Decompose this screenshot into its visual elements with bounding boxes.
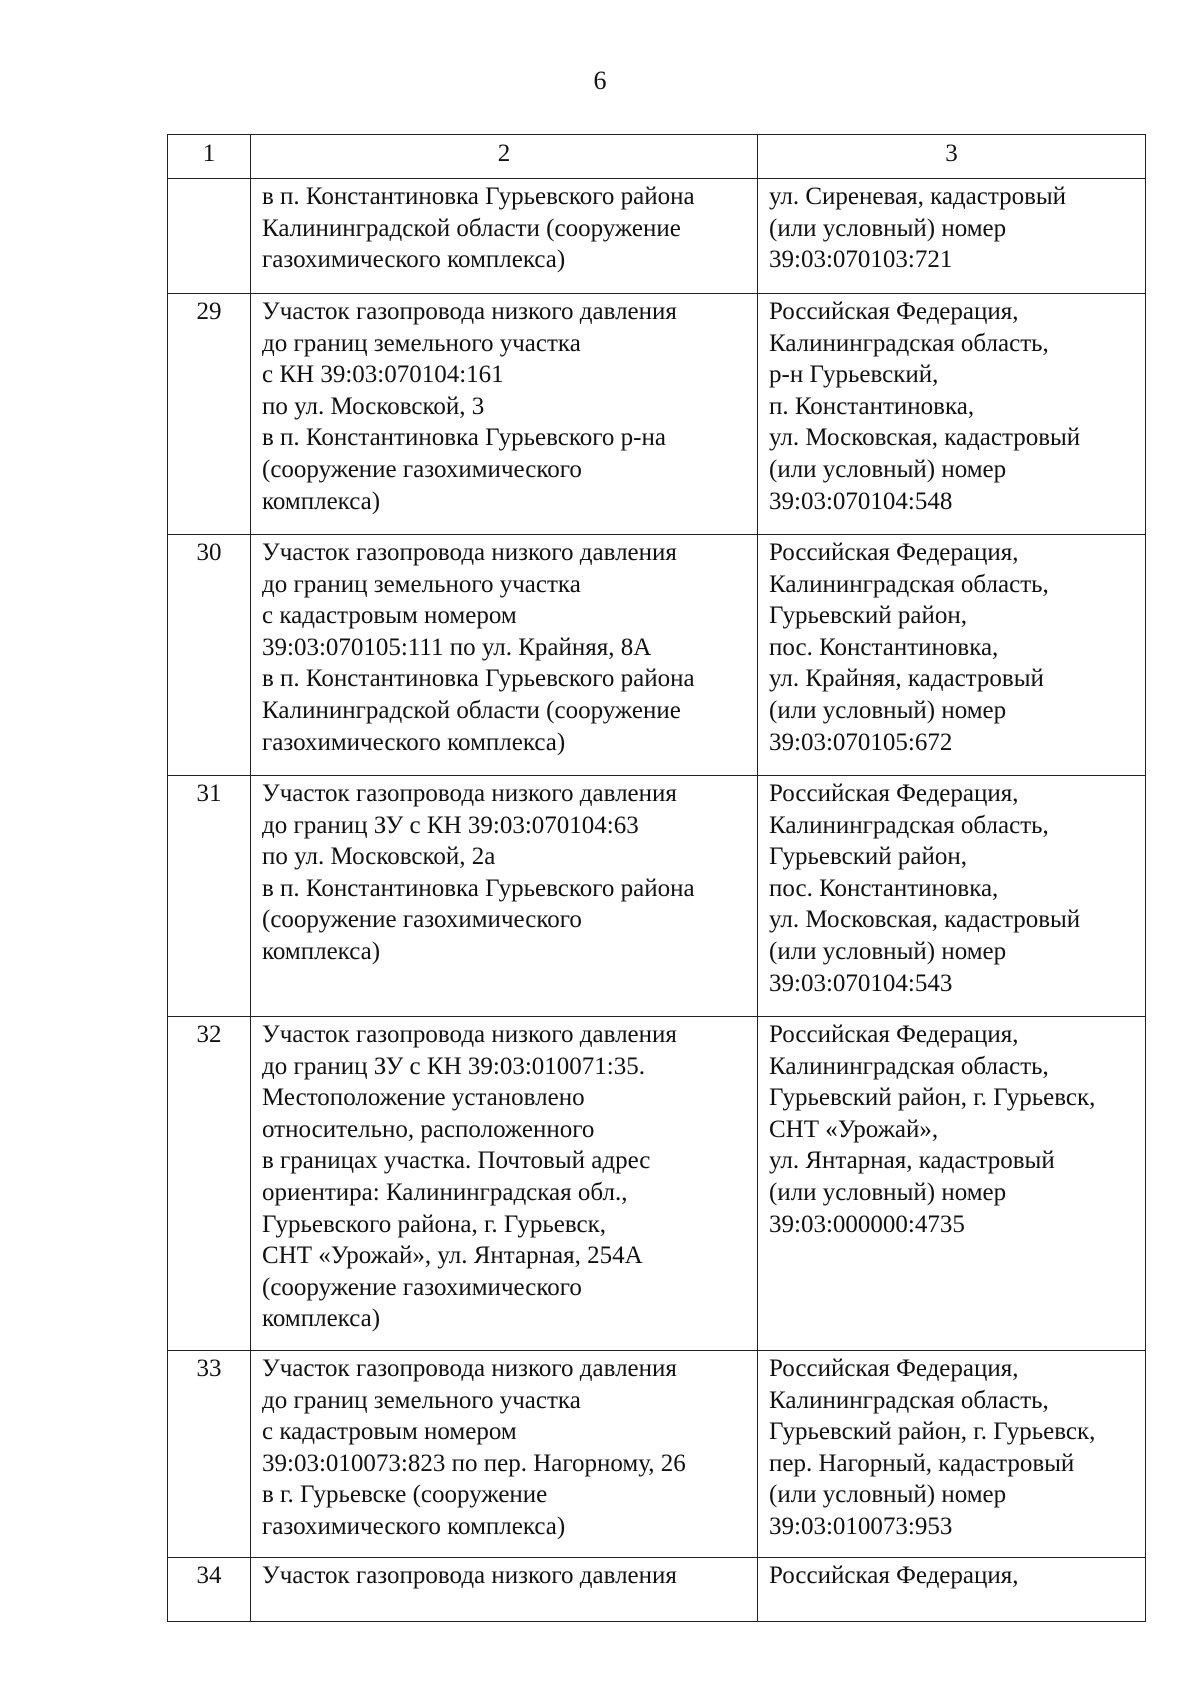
table-row <box>168 179 1146 294</box>
object-description: Участок газопровода низкого давления <box>251 1558 758 1622</box>
row-number: 34 <box>168 1558 251 1622</box>
page-number: 6 <box>593 66 607 95</box>
object-address: Российская Федерация, Калининградская область, Гурьевский район, г. Гурьевск, пер. Нагорный, кадастровый (или условный) номер 39:03:010073:953 <box>758 1351 1146 1558</box>
column-header-address: 3 <box>758 135 1146 179</box>
table-row <box>168 294 1146 535</box>
row-number: 33 <box>168 1351 251 1558</box>
column-header-number: 1 <box>168 135 251 179</box>
table-row <box>168 1017 1146 1351</box>
table-row <box>168 776 1146 1017</box>
object-address: Российская Федерация, Калининградская область, Гурьевский район, пос. Константиновка, ул. Крайняя, кадастровый (или условный) номер 39:03:070105:672 <box>758 535 1146 776</box>
row-number: 31 <box>168 776 251 1017</box>
table-row <box>168 1558 1146 1622</box>
object-address: Российская Федерация, Калининградская область, р-н Гурьевский, п. Константиновка, ул. Московская, кадастровый (или условный) номер 39:03:070104:548 <box>758 294 1146 535</box>
object-description: в п. Константиновка Гурьевского района Калининградской области (сооружение газохимического комплекса) <box>251 179 758 294</box>
row-number: 32 <box>168 1017 251 1351</box>
object-description: Участок газопровода низкого давления до границ земельного участка с кадастровым номером 39:03:070105:111 по ул. Крайняя, 8А в п. Константиновка Гурьевского района Калининградской области (сооружение газохимического комплекса) <box>251 535 758 776</box>
object-description: Участок газопровода низкого давления до границ земельного участка с КН 39:03:070104:161 по ул. Московской, 3 в п. Константиновка Гурьевского р-на (сооружение газохимического комплекса) <box>251 294 758 535</box>
column-header-description: 2 <box>251 135 758 179</box>
table-header-row <box>168 135 1146 179</box>
object-address: Российская Федерация, Калининградская область, Гурьевский район, г. Гурьевск, СНТ «Урожай», ул. Янтарная, кадастровый (или условный) номер 39:03:000000:4735 <box>758 1017 1146 1351</box>
object-description: Участок газопровода низкого давления до границ земельного участка с кадастровым номером 39:03:010073:823 по пер. Нагорному, 26 в г. Гурьевске (сооружение газохимического комплекса) <box>251 1351 758 1558</box>
row-number <box>168 179 251 294</box>
row-number: 29 <box>168 294 251 535</box>
table-row <box>168 1351 1146 1558</box>
object-address: Российская Федерация, Калининградская область, Гурьевский район, пос. Константиновка, ул. Московская, кадастровый (или условный) номер 39:03:070104:543 <box>758 776 1146 1017</box>
object-description: Участок газопровода низкого давления до границ ЗУ с КН 39:03:070104:63 по ул. Московской, 2а в п. Константиновка Гурьевского района (сооружение газохимического комплекса) <box>251 776 758 1017</box>
object-address: ул. Сиреневая, кадастровый (или условный) номер 39:03:070103:721 <box>758 179 1146 294</box>
object-description: Участок газопровода низкого давления до границ ЗУ с КН 39:03:010071:35. Местоположение установлено относительно, расположенного в границах участка. Почтовый адрес ориентира: Калининградская обл., Гурьевского района, г. Гурьевск, СНТ «Урожай», ул. Янтарная, 254А (сооружение газохимического комплекса) <box>251 1017 758 1351</box>
table-row <box>168 535 1146 776</box>
object-address: Российская Федерация, <box>758 1558 1146 1622</box>
row-number: 30 <box>168 535 251 776</box>
objects-table <box>167 134 1146 1622</box>
